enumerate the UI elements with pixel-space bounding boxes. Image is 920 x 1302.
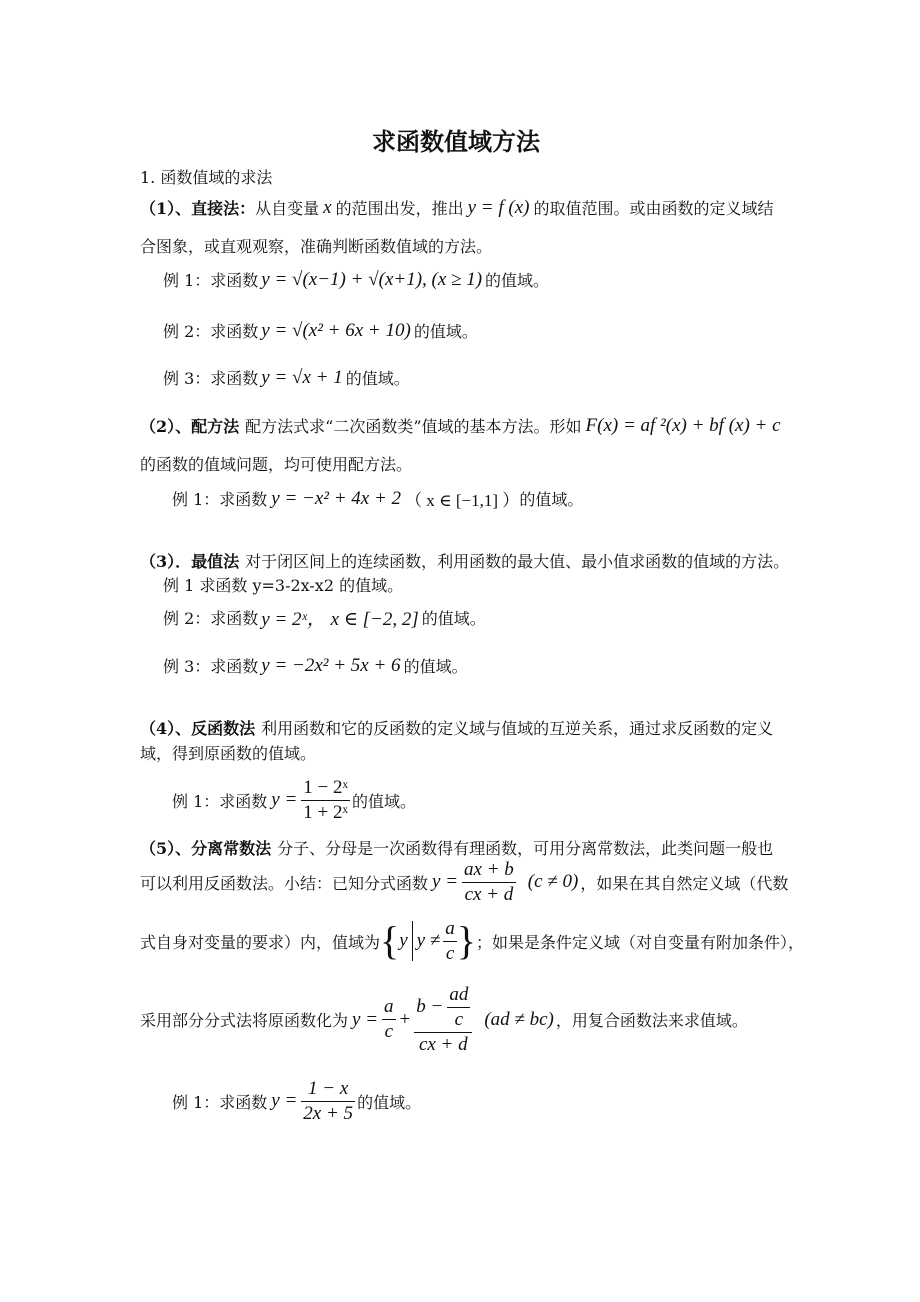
method5-text: ，如果在其自然定义域（代数 — [580, 873, 789, 893]
fraction-denominator: cx + d — [418, 1033, 468, 1055]
method4-line2: 域，得到原函数的值域。 — [140, 744, 317, 763]
example-suffix: 的值域。 — [519, 490, 584, 509]
fraction-denominator: cx + d — [464, 883, 514, 905]
fraction-numerator: ax + b — [464, 859, 514, 880]
method5-text: 式自身对变量的要求）内，值域为 — [140, 932, 381, 952]
example-prefix: 例 2：求函数 — [163, 609, 259, 628]
method3-desc: 对于闭区间上的连续函数，利用函数的最大值、最小值求函数的值域的方法。 — [245, 552, 790, 571]
set-brace-open: { — [380, 918, 400, 964]
example-suffix: 的值域。 — [413, 322, 478, 341]
numerator-b-minus: b − — [416, 996, 444, 1018]
formula-condition: (ad ≠ bc) — [484, 1008, 554, 1030]
method5-line2 — [140, 858, 788, 907]
set-condition: y ≠ — [416, 930, 441, 952]
method3-example2 — [163, 604, 486, 631]
method4-desc: 利用函数和它的反函数的定义域与值域的互逆关系，通过求反函数的定义 — [261, 719, 774, 738]
example-fraction — [301, 776, 350, 825]
formula-lhs: y = — [432, 871, 459, 893]
set-divider — [412, 921, 413, 961]
method1-desc-c: 的取值范围。或由函数的定义域结 — [533, 199, 774, 218]
method5-text: 可以利用反函数法。小结：已知分式函数 — [140, 873, 429, 893]
method3-label: （3）．最值法 — [140, 552, 240, 571]
method5-line3 — [140, 917, 804, 966]
method2-line2: 的函数的值域问题，均可使用配方法。 — [140, 455, 413, 474]
nested-numerator: ad — [449, 984, 469, 1005]
set-brace-close: } — [456, 918, 476, 964]
example-prefix: 例 1：求函数 — [172, 1092, 268, 1112]
example-formula: y = −2x² + 5x + 6 — [261, 654, 401, 676]
fraction-denominator: c — [384, 1021, 393, 1043]
example-suffix: 的值域。 — [485, 271, 550, 290]
formula-lhs: y = — [352, 1008, 379, 1030]
partial-fraction-main — [414, 983, 472, 1056]
method5-line4 — [140, 983, 748, 1056]
example-prefix: 例 1：求函数 — [163, 271, 259, 290]
method1-line2: 合图象，或直观观察，准确判断函数值域的方法。 — [140, 237, 493, 256]
method5-example1 — [172, 1077, 421, 1126]
formula-fraction — [462, 858, 516, 907]
method5-text: 采用部分分式法将原函数化为 — [140, 1011, 349, 1031]
method2-expr: F(x) = af ²(x) + bf (x) + c — [585, 414, 781, 436]
example-condition: （ x ∈ [−1,1] ） — [405, 491, 520, 510]
fraction-numerator: a — [445, 918, 455, 939]
example-lhs: y = — [271, 789, 298, 811]
method1-example2 — [163, 319, 478, 342]
method2-desc: 配方法式求“二次函数类”值域的基本方法。形如 — [245, 417, 582, 436]
example-suffix: 的值域。 — [403, 657, 468, 676]
method1-label: （1）、直接法： — [140, 199, 256, 218]
method3-example1: 例 1 求函数 y=3-2x-x2 的值域。 — [163, 576, 404, 595]
example-prefix: 例 2：求函数 — [163, 322, 259, 341]
method1-line1 — [140, 196, 774, 219]
method2-line1 — [140, 414, 781, 437]
method4-example1 — [172, 776, 416, 825]
example-suffix: 的值域。 — [357, 1092, 422, 1112]
method1-example3 — [163, 366, 410, 389]
example-prefix: 例 1：求函数 — [172, 490, 268, 509]
plus-sign: + — [399, 1008, 411, 1030]
example-lhs: y = — [271, 1090, 298, 1112]
example-formula: y = −x² + 4x + 2 — [271, 487, 402, 509]
example-formula: y = 2ˣ， x ∈ [−2, 2] — [261, 609, 419, 630]
nested-denominator: c — [454, 1008, 464, 1030]
fraction-numerator: a — [384, 996, 394, 1018]
nested-fraction — [447, 983, 470, 1032]
example-suffix: 的值域。 — [421, 609, 486, 628]
example-formula: y = √(x−1) + √(x+1), (x ≥ 1) — [261, 268, 483, 290]
page-title: 求函数值域方法 — [372, 127, 540, 156]
method3-line1 — [140, 549, 789, 572]
method1-desc-b: 的范围出发，推出 — [335, 199, 464, 218]
example-formula: y = √(x² + 6x + 10) — [261, 319, 411, 341]
formula-condition: (c ≠ 0) — [527, 871, 579, 893]
method5-line1 — [140, 836, 773, 859]
method1-var-x: x — [323, 196, 332, 218]
method4-label: （4）、反函数法 — [140, 719, 256, 738]
method2-label: （2）、配方法 — [140, 417, 240, 436]
method1-expr: y = f (x) — [467, 196, 530, 218]
method3-example3 — [163, 654, 468, 677]
fraction-denominator: 1 + 2ˣ — [303, 801, 349, 823]
fraction-numerator: 1 − 2ˣ — [303, 777, 349, 798]
example-fraction — [301, 1077, 355, 1126]
method5-text: ；如果是条件定义域（对自变量有附加条件）， — [475, 932, 804, 952]
set-variable: y — [399, 930, 408, 952]
example-prefix: 例 3：求函数 — [163, 369, 259, 388]
example-suffix: 的值域。 — [352, 791, 417, 811]
method5-label: （5）、分离常数法 — [140, 839, 272, 858]
method4-line1 — [140, 716, 773, 739]
method1-desc-a: 从自变量 — [255, 199, 320, 218]
partial-fraction-a-over-c — [382, 995, 396, 1044]
method2-example1 — [172, 486, 583, 511]
section-heading: 1. 函数值域的求法 — [140, 168, 273, 187]
fraction-numerator: 1 − x — [308, 1078, 349, 1099]
example-prefix: 例 3：求函数 — [163, 657, 259, 676]
method5-text: ，用复合函数法来求值域。 — [555, 1011, 748, 1031]
method1-example1 — [163, 268, 549, 291]
set-fraction — [443, 917, 457, 966]
example-formula: y = √x + 1 — [261, 366, 343, 388]
fraction-numerator — [414, 983, 472, 1032]
method5-desc: 分子、分母是一次函数得有理函数，可用分离常数法，此类问题一般也 — [277, 839, 774, 858]
fraction-denominator: 2x + 5 — [303, 1102, 354, 1124]
fraction-denominator: c — [445, 942, 455, 964]
example-prefix: 例 1：求函数 — [172, 791, 268, 811]
example-suffix: 的值域。 — [345, 369, 410, 388]
